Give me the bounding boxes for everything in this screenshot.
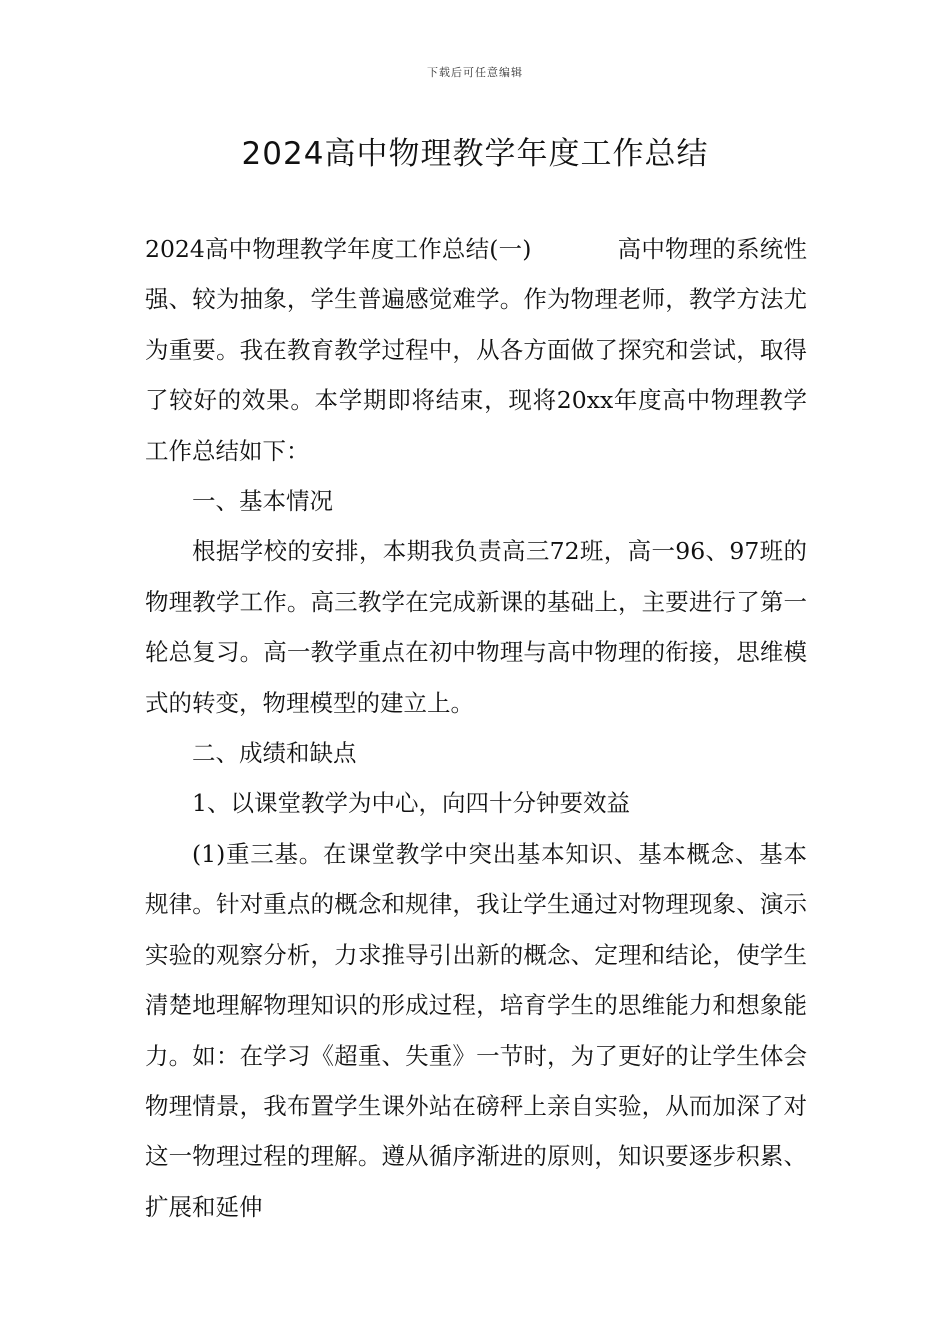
intro-body: 高中物理的系统性强、较为抽象，学生普遍感觉难学。作为物理老师，教学方法尤为重要。我在教育教学过程中，从各方面做了探究和尝试，取得了较好的效果。本学期即将结束，现将20xx年度高中物理教学工作总结如下： [145, 235, 807, 465]
subheading-classroom: 1、以课堂教学为中心，向四十分钟要效益 [192, 789, 630, 818]
header-note: 下载后可任意编辑 [427, 66, 523, 79]
paragraph-basic-situation: 根据学校的安排，本期我负责高三72班，高一96、97班的物理教学工作。高三教学在完成新课的基础上，主要进行了第一轮总复习。高一教学重点在初中物理与高中物理的衔接，思维模式的转变，物理模型的建立上。 [145, 537, 807, 717]
paragraph-intro [145, 224, 807, 476]
document-title: 2024高中物理教学年度工作总结 [241, 136, 709, 172]
paragraph-three-basics: (1)重三基。在课堂教学中突出基本知识、基本概念、基本规律。针对重点的概念和规律，我让学生通过对物理现象、演示实验的观察分析，力求推导引出新的概念、定理和结论，使学生清楚地理解物理知识的形成过程，培育学生的思维能力和想象能力。如：在学习《超重、失重》一节时，为了更好的让学生体会物理情景，我布置学生课外站在磅秤上亲自实验，从而加深了对这一物理过程的理解。遵从循序渐进的原则，知识要逐步积累、扩展和延伸 [145, 839, 807, 1221]
intro-heading: 2024高中物理教学年度工作总结(一) [145, 235, 532, 263]
section-heading-basic: 一、基本情况 [192, 487, 333, 516]
document-body [145, 224, 807, 1232]
section-heading-results: 二、成绩和缺点 [192, 739, 357, 768]
